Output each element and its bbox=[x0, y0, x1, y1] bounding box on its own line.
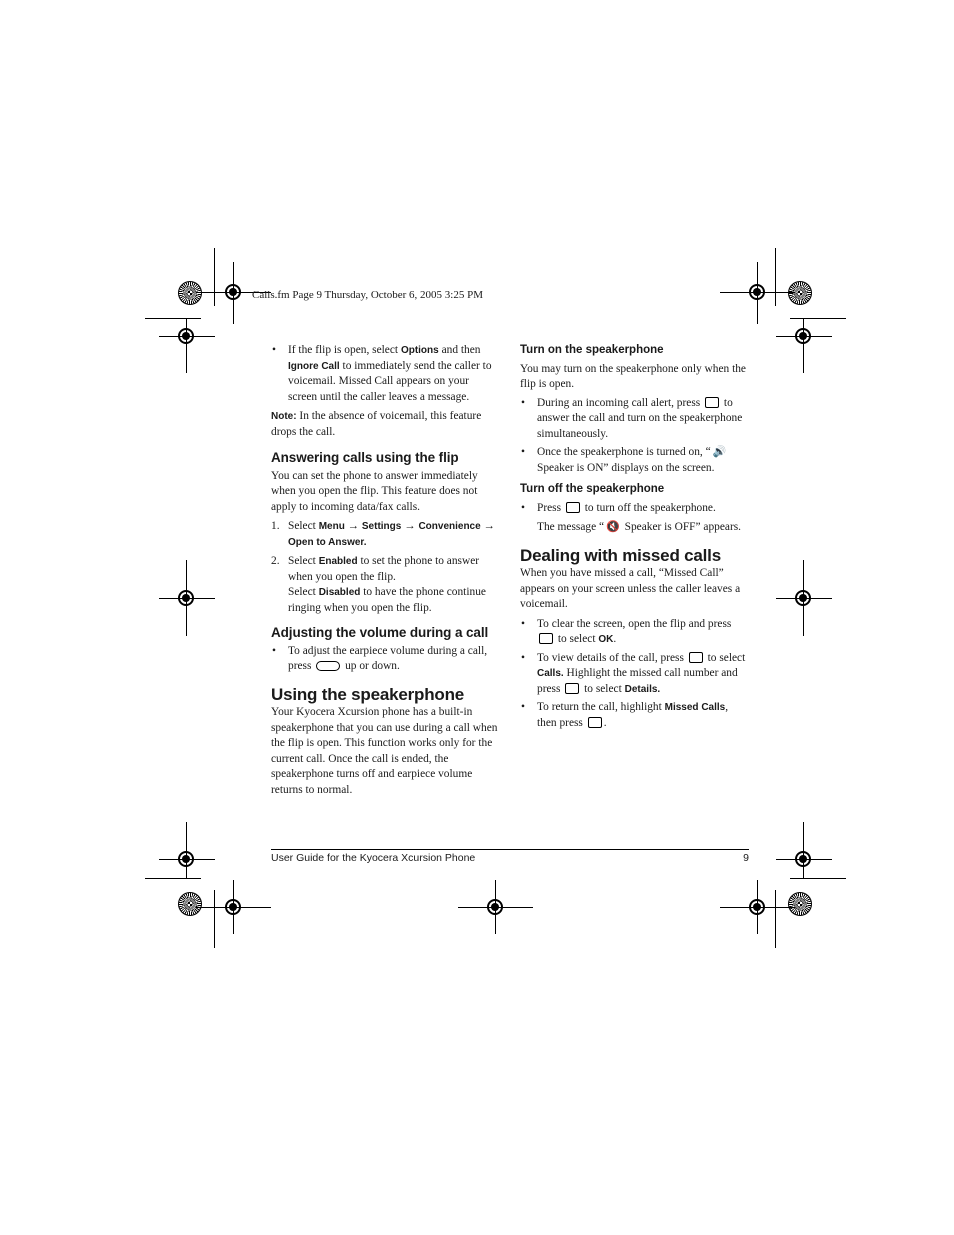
left-softkey-icon bbox=[689, 652, 703, 663]
registration-star-icon bbox=[178, 892, 202, 916]
registration-target-icon bbox=[178, 328, 194, 344]
file-slug: Calls.fm Page 9 Thursday, October 6, 2005 3:25 PM bbox=[252, 289, 483, 301]
right-column bbox=[520, 343, 750, 731]
registration-target-icon bbox=[225, 899, 241, 915]
registration-target-icon bbox=[178, 851, 194, 867]
paragraph: You can set the phone to answer immediately when you open the flip. This feature does not apply to incoming data/fax calls. bbox=[271, 469, 478, 513]
list-item: • Press to turn off the speakerphone. The message “ 🔇 Speaker is OFF” appears. bbox=[520, 501, 750, 536]
registration-star-icon bbox=[788, 281, 812, 305]
registration-target-icon bbox=[795, 851, 811, 867]
page-footer bbox=[271, 849, 749, 864]
note: Note: In the absence of voicemail, this feature drops the call. bbox=[271, 410, 482, 438]
end-key-icon bbox=[566, 502, 580, 513]
list-item: 1. Select Menu → Settings → Convenience → Open to Answer. bbox=[271, 520, 495, 548]
section-heading: Using the speakerphone bbox=[271, 684, 465, 704]
registration-target-icon bbox=[178, 590, 194, 606]
volume-key-icon bbox=[316, 661, 340, 671]
left-column bbox=[271, 343, 499, 798]
list-item: • To clear the screen, open the flip and press to select OK. bbox=[520, 617, 750, 648]
paragraph: You may turn on the speakerphone only when the flip is open. bbox=[520, 362, 746, 390]
registration-target-icon bbox=[749, 899, 765, 915]
section-heading: Answering calls using the flip bbox=[271, 450, 459, 465]
list-item: 2. Select Enabled to set the phone to answer when you open the flip. Select Disabled to have the phone continue ringing when you open the flip. bbox=[271, 555, 486, 614]
list-item: • Once the speakerphone is turned on, “ 🔊 Speaker is ON” displays on the screen. bbox=[520, 445, 750, 476]
send-key-icon bbox=[588, 717, 602, 728]
registration-target-icon bbox=[225, 284, 241, 300]
registration-target-icon bbox=[795, 590, 811, 606]
registration-target-icon bbox=[795, 328, 811, 344]
section-heading: Dealing with missed calls bbox=[520, 545, 721, 565]
section-heading: Adjusting the volume during a call bbox=[271, 625, 489, 640]
speaker-off-icon: 🔇 bbox=[606, 521, 620, 533]
subsection-heading: Turn on the speakerphone bbox=[520, 344, 664, 356]
speaker-on-icon: 🔊 bbox=[712, 446, 727, 458]
registration-target-icon bbox=[487, 899, 503, 915]
list-item: • During an incoming call alert, press to answer the call and turn on the speakerphone simultaneously. bbox=[520, 396, 750, 443]
registration-star-icon bbox=[178, 281, 202, 305]
list-item: • If the flip is open, select Options and then Ignore Call to immediately send the caller to voicemail. Missed Call appears on your screen until the caller leaves a message. bbox=[271, 343, 499, 405]
paragraph: When you have missed a call, “Missed Call” appears on your screen unless the caller leaves a voicemail. bbox=[520, 567, 741, 610]
ok-key-icon bbox=[539, 633, 553, 644]
speaker-key-icon bbox=[705, 397, 719, 408]
footer-title: User Guide for the Kyocera Xcursion Phone bbox=[271, 852, 476, 864]
registration-star-icon bbox=[788, 892, 812, 916]
page-number: 9 bbox=[743, 852, 749, 864]
registration-target-icon bbox=[749, 284, 765, 300]
list-item: • To view details of the call, press to select Calls. Highlight the missed call number and press to select Details. bbox=[520, 651, 750, 698]
paragraph: Your Kyocera Xcursion phone has a built-in speakerphone that you can use during a call when the flip is open. This function works only for the current call. Once the call is ended, the speakerphone turns off and earpiece volume returns to normal. bbox=[271, 706, 498, 796]
subsection-heading: Turn off the speakerphone bbox=[520, 483, 665, 495]
list-item: • To adjust the earpiece volume during a call, press up or down. bbox=[271, 644, 499, 675]
list-item: • To return the call, highlight Missed Calls, then press . bbox=[520, 700, 750, 731]
ok-key-icon bbox=[565, 683, 579, 694]
